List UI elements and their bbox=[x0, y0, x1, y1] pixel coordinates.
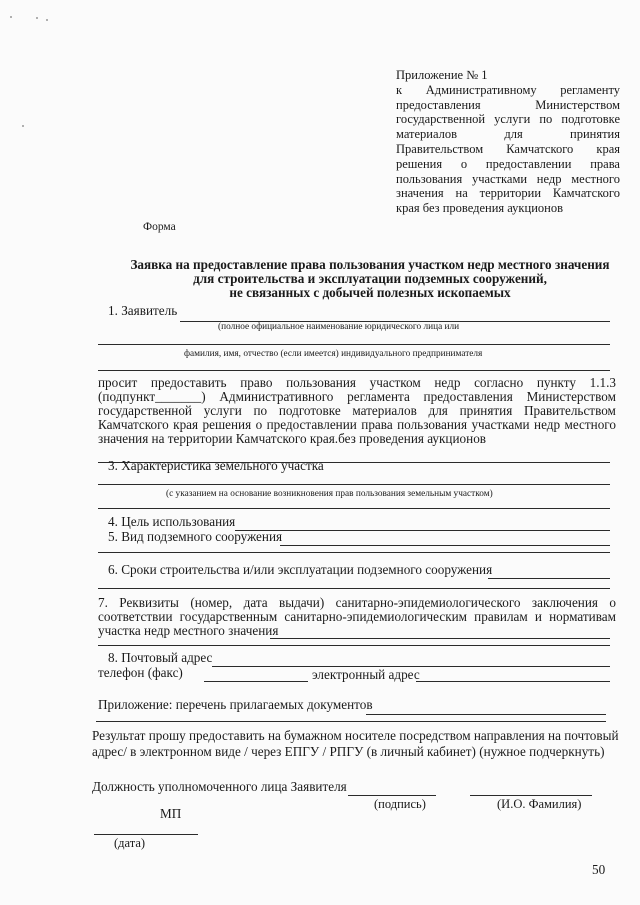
appendix-row bbox=[396, 83, 620, 98]
structure-label: 5. Вид подземного сооружения bbox=[108, 529, 283, 544]
request-word: просит bbox=[98, 375, 138, 390]
request-word: решения bbox=[202, 417, 252, 432]
form-title-line3: не связанных с добычей полезных ископаемых bbox=[229, 285, 511, 300]
email-label: электронный адрес bbox=[312, 667, 420, 682]
appendix-word: территории bbox=[479, 186, 542, 201]
appendix-word: предоставления bbox=[396, 97, 481, 112]
sanitary-word: нормативам bbox=[549, 609, 616, 624]
land-label: 3. Характеристика земельного участка bbox=[108, 458, 324, 473]
applicant-field-line2[interactable] bbox=[98, 344, 610, 345]
sanitary-word: выдачи) bbox=[279, 595, 325, 610]
appendix-word: Камчатского bbox=[552, 186, 620, 201]
page-number: 50 bbox=[592, 862, 606, 877]
purpose-label: 4. Цель использования bbox=[108, 514, 236, 529]
request-word: предоставлении bbox=[266, 417, 357, 432]
name-hint: (И.О. Фамилия) bbox=[497, 797, 582, 811]
sanitary-row bbox=[98, 610, 616, 624]
appendix-word: недр bbox=[536, 171, 562, 186]
sanitary-word: Реквизиты bbox=[119, 595, 179, 610]
appendix-word: услуги bbox=[494, 112, 531, 127]
applicant-hint: (полное официальное наименование юридического лица или bbox=[218, 322, 460, 332]
attachment-label: Приложение: перечень прилагаемых документов bbox=[98, 697, 373, 712]
appendix-word: пользования bbox=[396, 171, 463, 186]
request-word: Правительством bbox=[523, 403, 616, 418]
request-word: Камчатского bbox=[98, 417, 169, 432]
appendix-word: края без проведения аукционов bbox=[396, 201, 563, 216]
appendix-block bbox=[396, 68, 620, 216]
sanitary-paragraph bbox=[98, 596, 616, 638]
request-word: право bbox=[240, 375, 273, 390]
appendix-row bbox=[396, 157, 620, 172]
request-word: регламента bbox=[347, 389, 410, 404]
request-word: недр bbox=[434, 375, 461, 390]
request-word: 1.1.3 bbox=[589, 375, 616, 390]
appendix-word: регламенту bbox=[560, 82, 620, 97]
appendix-word: Министерством bbox=[535, 97, 620, 112]
sanitary-word: (номер, bbox=[190, 595, 233, 610]
request-paragraph bbox=[98, 376, 616, 446]
request-word: значения на территории Камчатского края.без проведения аукционов bbox=[98, 431, 487, 446]
appendix-word: к bbox=[396, 82, 403, 97]
appendix-row bbox=[396, 98, 620, 113]
request-word: края bbox=[173, 417, 199, 432]
appendix-word: значения bbox=[396, 186, 444, 201]
sanitary-row bbox=[98, 624, 616, 638]
appendix-word: по bbox=[539, 112, 553, 127]
attachment-field-line2[interactable] bbox=[96, 721, 606, 722]
appendix-word: права bbox=[590, 156, 620, 171]
request-word: участком bbox=[369, 375, 421, 390]
sanitary-word: заключения bbox=[531, 595, 598, 610]
appendix-word: предоставлении bbox=[485, 156, 572, 171]
phone-field[interactable] bbox=[204, 681, 308, 682]
form-title-line1: Заявка на предоставление права пользования участком недр местного значения bbox=[130, 257, 610, 272]
appendix-word: Камчатского bbox=[506, 141, 574, 156]
terms-field-line2[interactable] bbox=[98, 588, 610, 589]
request-word: согласно bbox=[474, 375, 524, 390]
form-label: Форма bbox=[143, 221, 176, 233]
scan-speck bbox=[46, 19, 48, 21]
request-word: пункту bbox=[536, 375, 576, 390]
appendix-row bbox=[396, 186, 620, 201]
request-word: материалов bbox=[352, 403, 417, 418]
structure-field[interactable] bbox=[280, 545, 610, 546]
request-word: пользования bbox=[397, 417, 468, 432]
request-word: местного bbox=[564, 417, 616, 432]
appendix-word: материалов bbox=[396, 127, 458, 142]
position-label: Должность уполномоченного лица Заявителя bbox=[92, 779, 347, 794]
attachment-field[interactable] bbox=[366, 714, 606, 715]
form-title-line2: для строительства и эксплуатации подземных сооружений, bbox=[193, 271, 547, 286]
result-text-line2: адрес/ в электронном виде / через ЕПГУ / РПГУ (в личный кабинет) (нужное подчеркнуть) bbox=[92, 744, 605, 759]
sanitary-word: соответствии bbox=[98, 609, 173, 624]
appendix-word: подготовке bbox=[561, 112, 620, 127]
request-word: подготовке bbox=[278, 403, 341, 418]
signature-field[interactable] bbox=[348, 795, 436, 796]
date-field[interactable] bbox=[94, 834, 198, 835]
appendix-row bbox=[396, 68, 620, 83]
request-row bbox=[98, 376, 616, 390]
appendix-word: на bbox=[455, 186, 468, 201]
request-word: Министерством bbox=[526, 389, 616, 404]
date-hint: (дата) bbox=[114, 836, 146, 850]
structure-field-line2[interactable] bbox=[98, 552, 610, 553]
terms-field[interactable] bbox=[488, 578, 610, 579]
appendix-row bbox=[396, 172, 620, 187]
postal-label: 8. Почтовый адрес bbox=[108, 650, 213, 665]
sanitary-word: государственным bbox=[179, 609, 278, 624]
appendix-row bbox=[396, 201, 620, 216]
scan-speck bbox=[10, 16, 12, 18]
sanitary-word: дата bbox=[243, 595, 268, 610]
appendix-word: решения bbox=[396, 156, 443, 171]
request-word: права bbox=[361, 417, 393, 432]
appendix-word: принятия bbox=[570, 127, 620, 142]
stamp-label: МП bbox=[160, 806, 182, 821]
scan-speck bbox=[36, 17, 38, 19]
appendix-word: для bbox=[504, 127, 523, 142]
name-field[interactable] bbox=[470, 795, 592, 796]
sanitary-word: санитарно-эпидемиологическим bbox=[284, 609, 468, 624]
sanitary-word: и bbox=[534, 609, 542, 624]
result-text-line1: Результат прошу предоставить на бумажном носителе посредством направления на почтовый bbox=[92, 728, 619, 743]
sanitary-word: 7. bbox=[98, 595, 108, 610]
land-field[interactable] bbox=[98, 484, 610, 485]
request-word: участками bbox=[471, 417, 530, 432]
sanitary-word: участка недр местного значения bbox=[98, 623, 279, 638]
request-word: Административного bbox=[219, 389, 334, 404]
sanitary-word: правилам bbox=[474, 609, 528, 624]
appendix-word: местного bbox=[571, 171, 620, 186]
request-word: предоставления bbox=[423, 389, 513, 404]
appendix-word: Административному bbox=[425, 82, 537, 97]
terms-label: 6. Сроки строительства и/или эксплуатации подземного сооружения bbox=[108, 562, 493, 577]
request-word: пользования bbox=[286, 375, 356, 390]
appendix-word: Правительством bbox=[396, 141, 484, 156]
appendix-word: участками bbox=[471, 171, 528, 186]
request-word: государственной bbox=[98, 403, 192, 418]
sanitary-word: санитарно-эпидемиологического bbox=[335, 595, 521, 610]
appendix-row bbox=[396, 127, 620, 142]
applicant-hint-2: фамилия, имя, отчество (если имеется) индивидуального предпринимателя bbox=[184, 349, 483, 359]
sanitary-field[interactable] bbox=[270, 638, 610, 639]
request-word: принятия bbox=[459, 403, 513, 418]
appendix-word: Приложение № 1 bbox=[396, 68, 488, 82]
signature-hint: (подпись) bbox=[374, 797, 426, 811]
scan-speck bbox=[22, 125, 24, 127]
request-word: для bbox=[428, 403, 448, 418]
email-field[interactable] bbox=[416, 681, 610, 682]
land-field-line2[interactable] bbox=[98, 508, 610, 509]
appendix-row bbox=[396, 142, 620, 157]
phone-label: телефон (факс) bbox=[98, 665, 183, 680]
request-word: предоставить bbox=[150, 375, 227, 390]
appendix-word: края bbox=[596, 141, 620, 156]
request-word: услуги bbox=[203, 403, 242, 418]
sanitary-word: о bbox=[609, 595, 616, 610]
request-row bbox=[98, 432, 616, 446]
request-row bbox=[98, 404, 616, 418]
applicant-label: 1. Заявитель bbox=[108, 303, 178, 318]
request-row bbox=[98, 418, 616, 432]
appendix-word: о bbox=[460, 156, 468, 171]
applicant-field-line3[interactable] bbox=[98, 370, 610, 371]
sanitary-field-line2[interactable] bbox=[98, 645, 610, 646]
land-hint: (с указанием на основание возникновения прав пользования земельным участком) bbox=[166, 489, 493, 499]
request-word: о bbox=[255, 417, 263, 432]
request-word: (подпункт_______) bbox=[98, 389, 206, 404]
request-word: недр bbox=[534, 417, 561, 432]
appendix-row bbox=[396, 112, 620, 127]
purpose-field[interactable] bbox=[235, 530, 610, 531]
request-row bbox=[98, 390, 616, 404]
appendix-word: государственной bbox=[396, 112, 486, 127]
sanitary-row bbox=[98, 596, 616, 610]
request-word: по bbox=[253, 403, 268, 418]
